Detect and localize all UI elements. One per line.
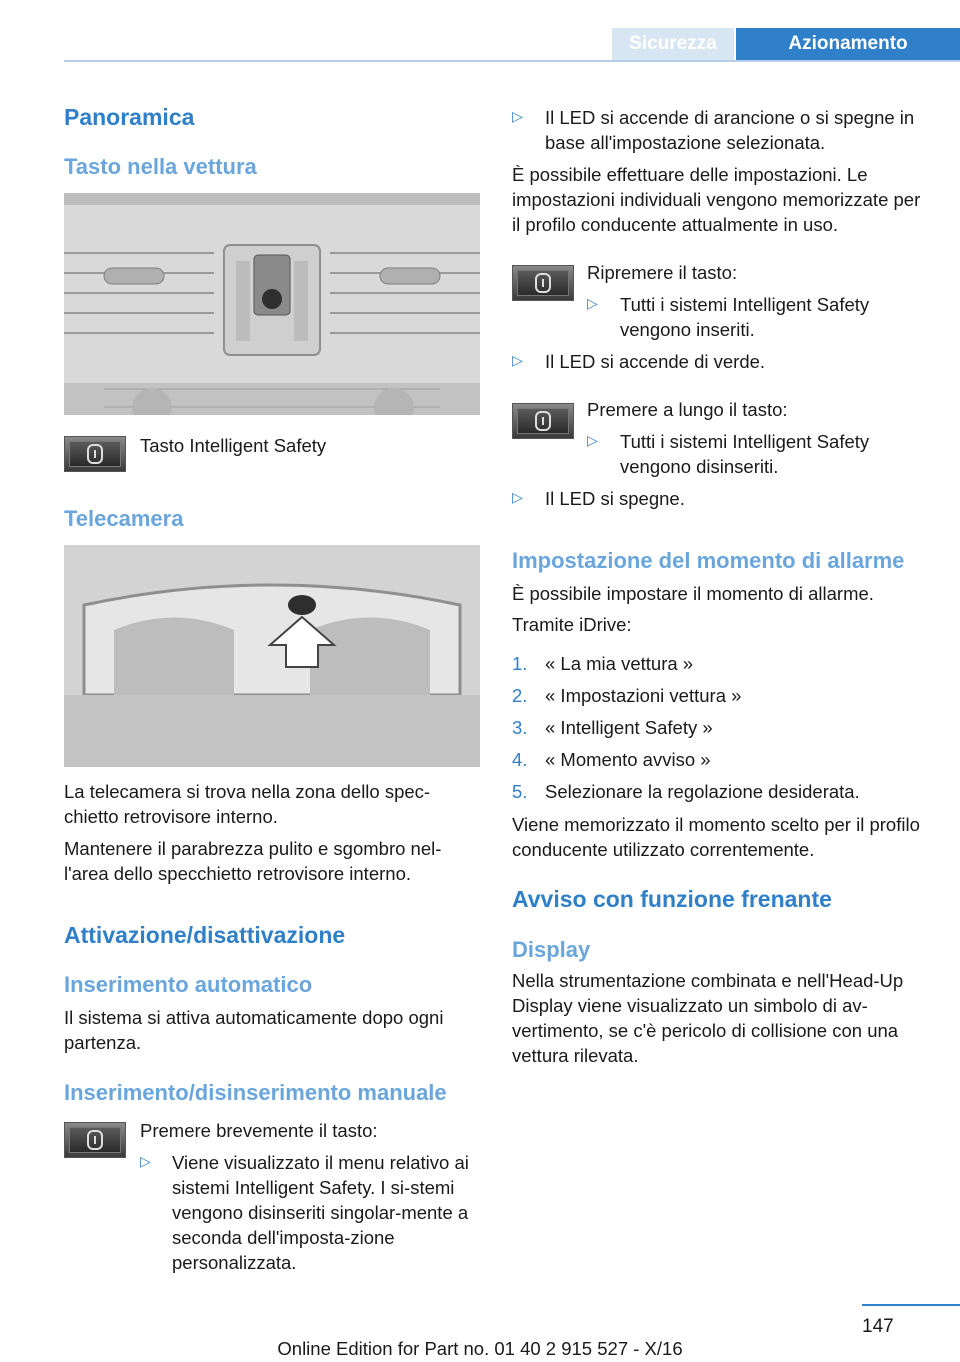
press-again-text: Ripremere il tasto: — [587, 262, 738, 283]
camera-paragraph-1: La telecamera si trova nella zona dello spec-chietto retrovisore interno. — [64, 781, 431, 827]
press-long-text: Premere a lungo il tasto: — [587, 399, 788, 420]
step-text: « La mia vettura » — [545, 653, 694, 674]
intelligent-safety-button-icon — [512, 265, 574, 301]
led-off-item: Il LED si spegne. — [545, 488, 685, 509]
press-again-item: Tutti i sistemi Intelligent Safety vengono inseriti. — [620, 294, 870, 340]
bullet-triangle-icon: ▷ — [587, 295, 598, 311]
press-short-item: Viene visualizzato il menu relativo ai sistemi Intelligent Safety. I si-stemi vengono disinseriti singolar-mente a seconda dell'imposta-zione personalizzata. — [172, 1152, 469, 1273]
bullet-triangle-icon: ▷ — [512, 108, 523, 124]
photo-camera-location — [64, 545, 480, 767]
subheading-display: Display — [512, 937, 591, 962]
bullet-triangle-icon: ▷ — [140, 1153, 151, 1169]
page-number: 147 — [862, 1316, 894, 1337]
subheading-inserimento-automatico: Inserimento automatico — [64, 972, 313, 997]
camera-paragraph-2: Mantenere il parabrezza pulito e sgombro nel-l'area dello specchietto retrovisore interno. — [64, 838, 442, 884]
settings-paragraph: È possibile effettuare delle impostazioni. Le impostazioni individuali vengono memorizzate per il profilo conducente attualmente in uso. — [512, 164, 921, 235]
header-chapter-tab: Azionamento — [736, 28, 960, 60]
press-long-item: Tutti i sistemi Intelligent Safety vengono disinseriti. — [620, 431, 870, 477]
step-text: Selezionare la regolazione desiderata. — [545, 781, 860, 802]
intelligent-safety-button-icon — [64, 436, 126, 472]
footer-rule — [862, 1304, 960, 1306]
step-number: 1. — [512, 653, 528, 674]
subheading-manuale: Inserimento/disinserimento manuale — [64, 1080, 447, 1105]
heading-panoramica: Panoramica — [64, 104, 195, 130]
step-number: 5. — [512, 781, 528, 802]
idrive-label: Tramite iDrive: — [512, 614, 632, 635]
step-number: 4. — [512, 749, 528, 770]
step-number: 2. — [512, 685, 528, 706]
alarm-paragraph: È possibile impostare il momento di allarme. — [512, 583, 874, 604]
led-green-item: Il LED si accende di verde. — [545, 351, 766, 372]
display-paragraph: Nella strumentazione combinata e nell'Head-Up Display viene visualizzato un simbolo di av-vertimento, se c'è pericolo di collisione con una vettura rilevata. — [512, 970, 904, 1066]
led-item: Il LED si accende di arancione o si spegne in base all'impostazione selezionata. — [545, 107, 915, 153]
button-caption: Tasto Intelligent Safety — [140, 435, 327, 456]
step-text: « Momento avviso » — [545, 749, 711, 770]
subheading-tasto: Tasto nella vettura — [64, 154, 257, 179]
intelligent-safety-button-icon — [512, 403, 574, 439]
press-short-text: Premere brevemente il tasto: — [140, 1120, 378, 1141]
photo-dashboard-button — [64, 193, 480, 415]
bullet-triangle-icon: ▷ — [512, 489, 523, 505]
heading-avviso-frenante: Avviso con funzione frenante — [512, 886, 832, 912]
subheading-telecamera: Telecamera — [64, 506, 184, 531]
intelligent-safety-button-icon — [64, 1122, 126, 1158]
bullet-triangle-icon: ▷ — [512, 352, 523, 368]
footer-edition: Online Edition for Part no. 01 40 2 915 527 - X/16 — [277, 1338, 683, 1359]
step-text: « Impostazioni vettura » — [545, 685, 742, 706]
subheading-allarme: Impostazione del momento di allarme — [512, 548, 905, 573]
header-rule — [64, 60, 960, 62]
auto-paragraph: Il sistema si attiva automaticamente dopo ogni partenza. — [64, 1007, 444, 1053]
heading-attivazione: Attivazione/disattivazione — [64, 922, 346, 948]
header-section-tab: Sicurezza — [612, 28, 734, 60]
bullet-triangle-icon: ▷ — [587, 432, 598, 448]
step-number: 3. — [512, 717, 528, 738]
saved-paragraph: Viene memorizzato il momento scelto per il profilo conducente utilizzato correntemente. — [512, 814, 920, 860]
step-text: « Intelligent Safety » — [545, 717, 713, 738]
